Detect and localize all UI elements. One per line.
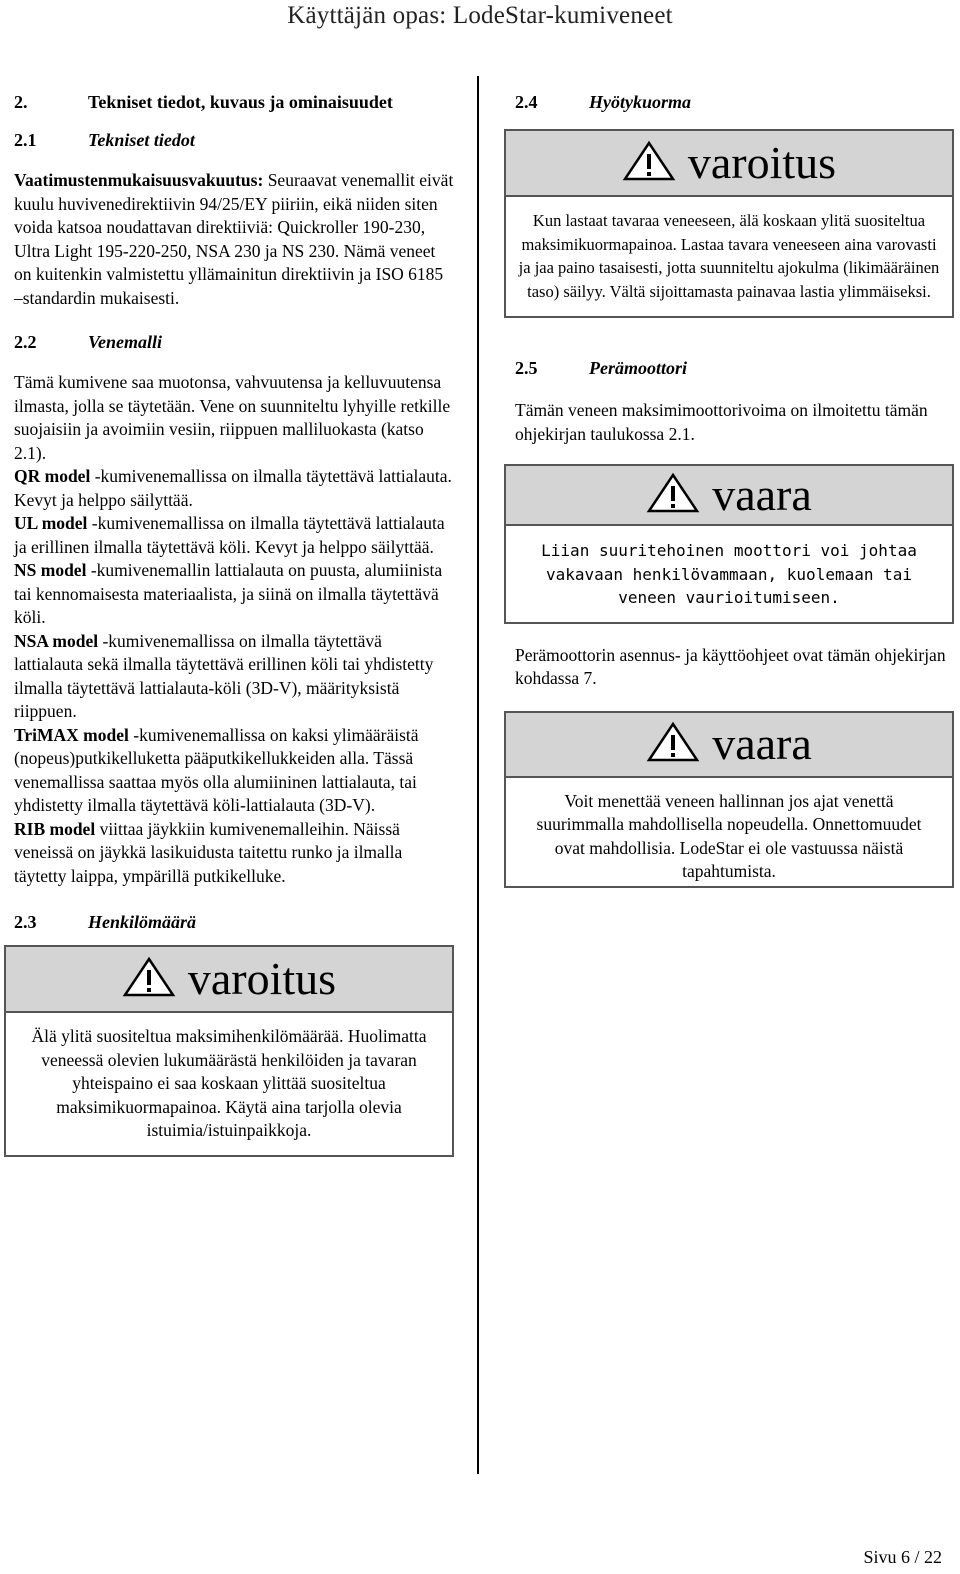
model-name: UL model [14,513,88,533]
warning-word: varoitus [187,953,337,1004]
warning-header [506,131,952,197]
model-item-trimax [14,724,454,818]
section-number: 2.3 [14,912,37,932]
conformity-lead: Vaatimustenmukaisuusvakuutus: [14,170,264,190]
boat-model-intro: Tämä kumivene saa muotonsa, vahvuutensa ja kelluvuutensa ilmasta, jolla se täytetään. Vene on suunniteltu lyhyille retkille suojaisiin ja avoimiin vesiin, riippuen malliluokasta (katso 2.1). [14,372,451,463]
model-name: QR model [14,466,91,486]
danger-header [506,713,952,778]
section-2-4-heading [515,92,953,113]
danger-box-overpower [504,464,954,624]
engine-install-text: Perämoottorin asennus- ja käyttöohjeet ovat tämän ohjekirjan kohdassa 7. [515,644,946,688]
model-name: NS model [14,560,87,580]
engine-power-text: Tämän veneen maksimimoottorivoima on ilmoitettu tämän ohjekirjan taulukossa 2.1. [515,400,928,444]
danger-word: vaara [712,469,812,520]
model-item-ul [14,512,454,559]
section-2-2-heading [14,332,454,353]
page-header-title: Käyttäjän opas: LodeStar-kumiveneet [287,2,673,29]
left-column [14,92,454,1157]
section-title: Hyötykuorma [589,92,691,112]
model-item-ns [14,559,454,630]
model-text: -kumivenemallissa on ilmalla täytettävä lattialauta. Kevyt ja helppo säilyttää. [14,466,452,510]
model-item-rib [14,818,454,889]
section-title: Tekniset tiedot, kuvaus ja ominaisuudet [88,92,393,112]
warning-word: varoitus [687,137,837,188]
section-2-1-heading [14,130,454,151]
model-item-qr [14,465,454,512]
warning-triangle-icon [122,956,176,1003]
section-number: 2.5 [515,358,538,378]
model-item-nsa [14,630,454,724]
column-divider [477,76,479,1474]
model-name: RIB model [14,818,96,839]
warning-box-payload [504,129,954,318]
warning-text: Älä ylitä suositeltua maksimihenkilömäärää. Huolimatta veneessä olevien lukumäärästä henkilöiden ja tavaran yhteispaino ei saa koskaan ylittää suositeltua maksimikuormapainoa. Käytä aina tarjolla olevia istuimia/istuinpaikkoja. [31,1026,427,1140]
warning-triangle-icon [646,472,700,519]
section-title: Tekniset tiedot [88,130,195,150]
warning-text: Kun lastaat tavaraa veneeseen, älä koskaan ylitä suositeltua maksimikuormapainoa. Lastaa tavara veneeseen aina varovasti ja jaa paino tasaisesti, jotta suunniteltu ajokulma (likimääräinen taso) säilyy. Vältä sijoittamasta painavaa lastia ylimmäiseksi. [518,211,940,301]
section-2-5-heading [515,358,953,379]
model-text: -kumivenemallissa on kaksi ylimääräistä (nopeus)putkikelluketta pääputkikellukkeiden alla. Tässä venemallissa saattaa myös olla alumiininen lattialauta, tai yhdistetty ilmalla täytettävä köli-lattialauta (3D-V). [14,724,419,815]
page-number: Sivu 6 / 22 [863,1547,942,1567]
conformity-text: Seuraavat venemallit eivät kuulu huvivenedirektiivin 94/25/EY piiriin, eikä niiden siten voida katsoa noudattavan direktiiviä: Quickroller 190-230, Ultra Light 195-220-250, NSA 230 ja NS 230. Nämä veneet on kuitenkin valmistettu yllämainitun direktiivin ja ISO 6185 –standardin mukaisesti. [14,170,454,308]
section-2-3-heading [14,912,454,933]
danger-text: Liian suuritehoinen moottori voi johtaa vakavaan henkilövammaan, kuolemaan tai veneen vaurioitumiseen. [541,541,917,607]
section-number: 2.1 [14,130,37,150]
boat-model-description [14,371,454,888]
section-number: 2.2 [14,332,37,352]
warning-triangle-icon [646,721,700,768]
danger-header [506,466,952,526]
danger-box-speed [504,711,954,888]
danger-word: vaara [712,718,812,769]
model-text: -kumivenemallissa on ilmalla täytettävä lattialauta sekä ilmalla täytettävä erillinen köli tai yhdistetty ilmalla täytettävä lattialauta-köli (3D-V), määrityksistä riippuen. [14,630,434,721]
warning-triangle-icon [622,140,676,187]
right-column [515,92,953,888]
warning-header [6,947,452,1013]
section-number: 2. [14,92,28,112]
model-name: NSA model [14,630,99,651]
section-2-heading [14,92,454,113]
model-name: TriMAX model [14,724,129,745]
model-text: -kumivenemallissa on ilmalla täytettävä lattialauta ja erillinen ilmalla täytettävä köli. Kevyt ja helppo säilyttää. [14,513,445,557]
warning-box-persons [4,945,454,1157]
danger-text: Voit menettää veneen hallinnan jos ajat venettä suurimmalla mahdollisella nopeudella. Onnettomuudet ovat mahdollisia. LodeStar ei ole vastuussa näistä tapahtumista. [536,790,922,881]
model-text: -kumivenemallin lattialauta on puusta, alumiinista tai kennomaisesta materiaalista, ja siinä on ilmalla täytettävä köli. [14,560,443,627]
section-title: Perämoottori [589,358,687,378]
section-title: Henkilömäärä [88,912,197,932]
conformity-paragraph [14,169,454,310]
model-text: viittaa jäykkiin kumivenemalleihin. Näissä veneissä on jäykkä lasikuidusta taitettu runko ja ilmalla täytetty laippa, ympärillä putkikelluke. [14,818,403,886]
section-title: Venemalli [88,332,163,352]
section-number: 2.4 [515,92,538,112]
